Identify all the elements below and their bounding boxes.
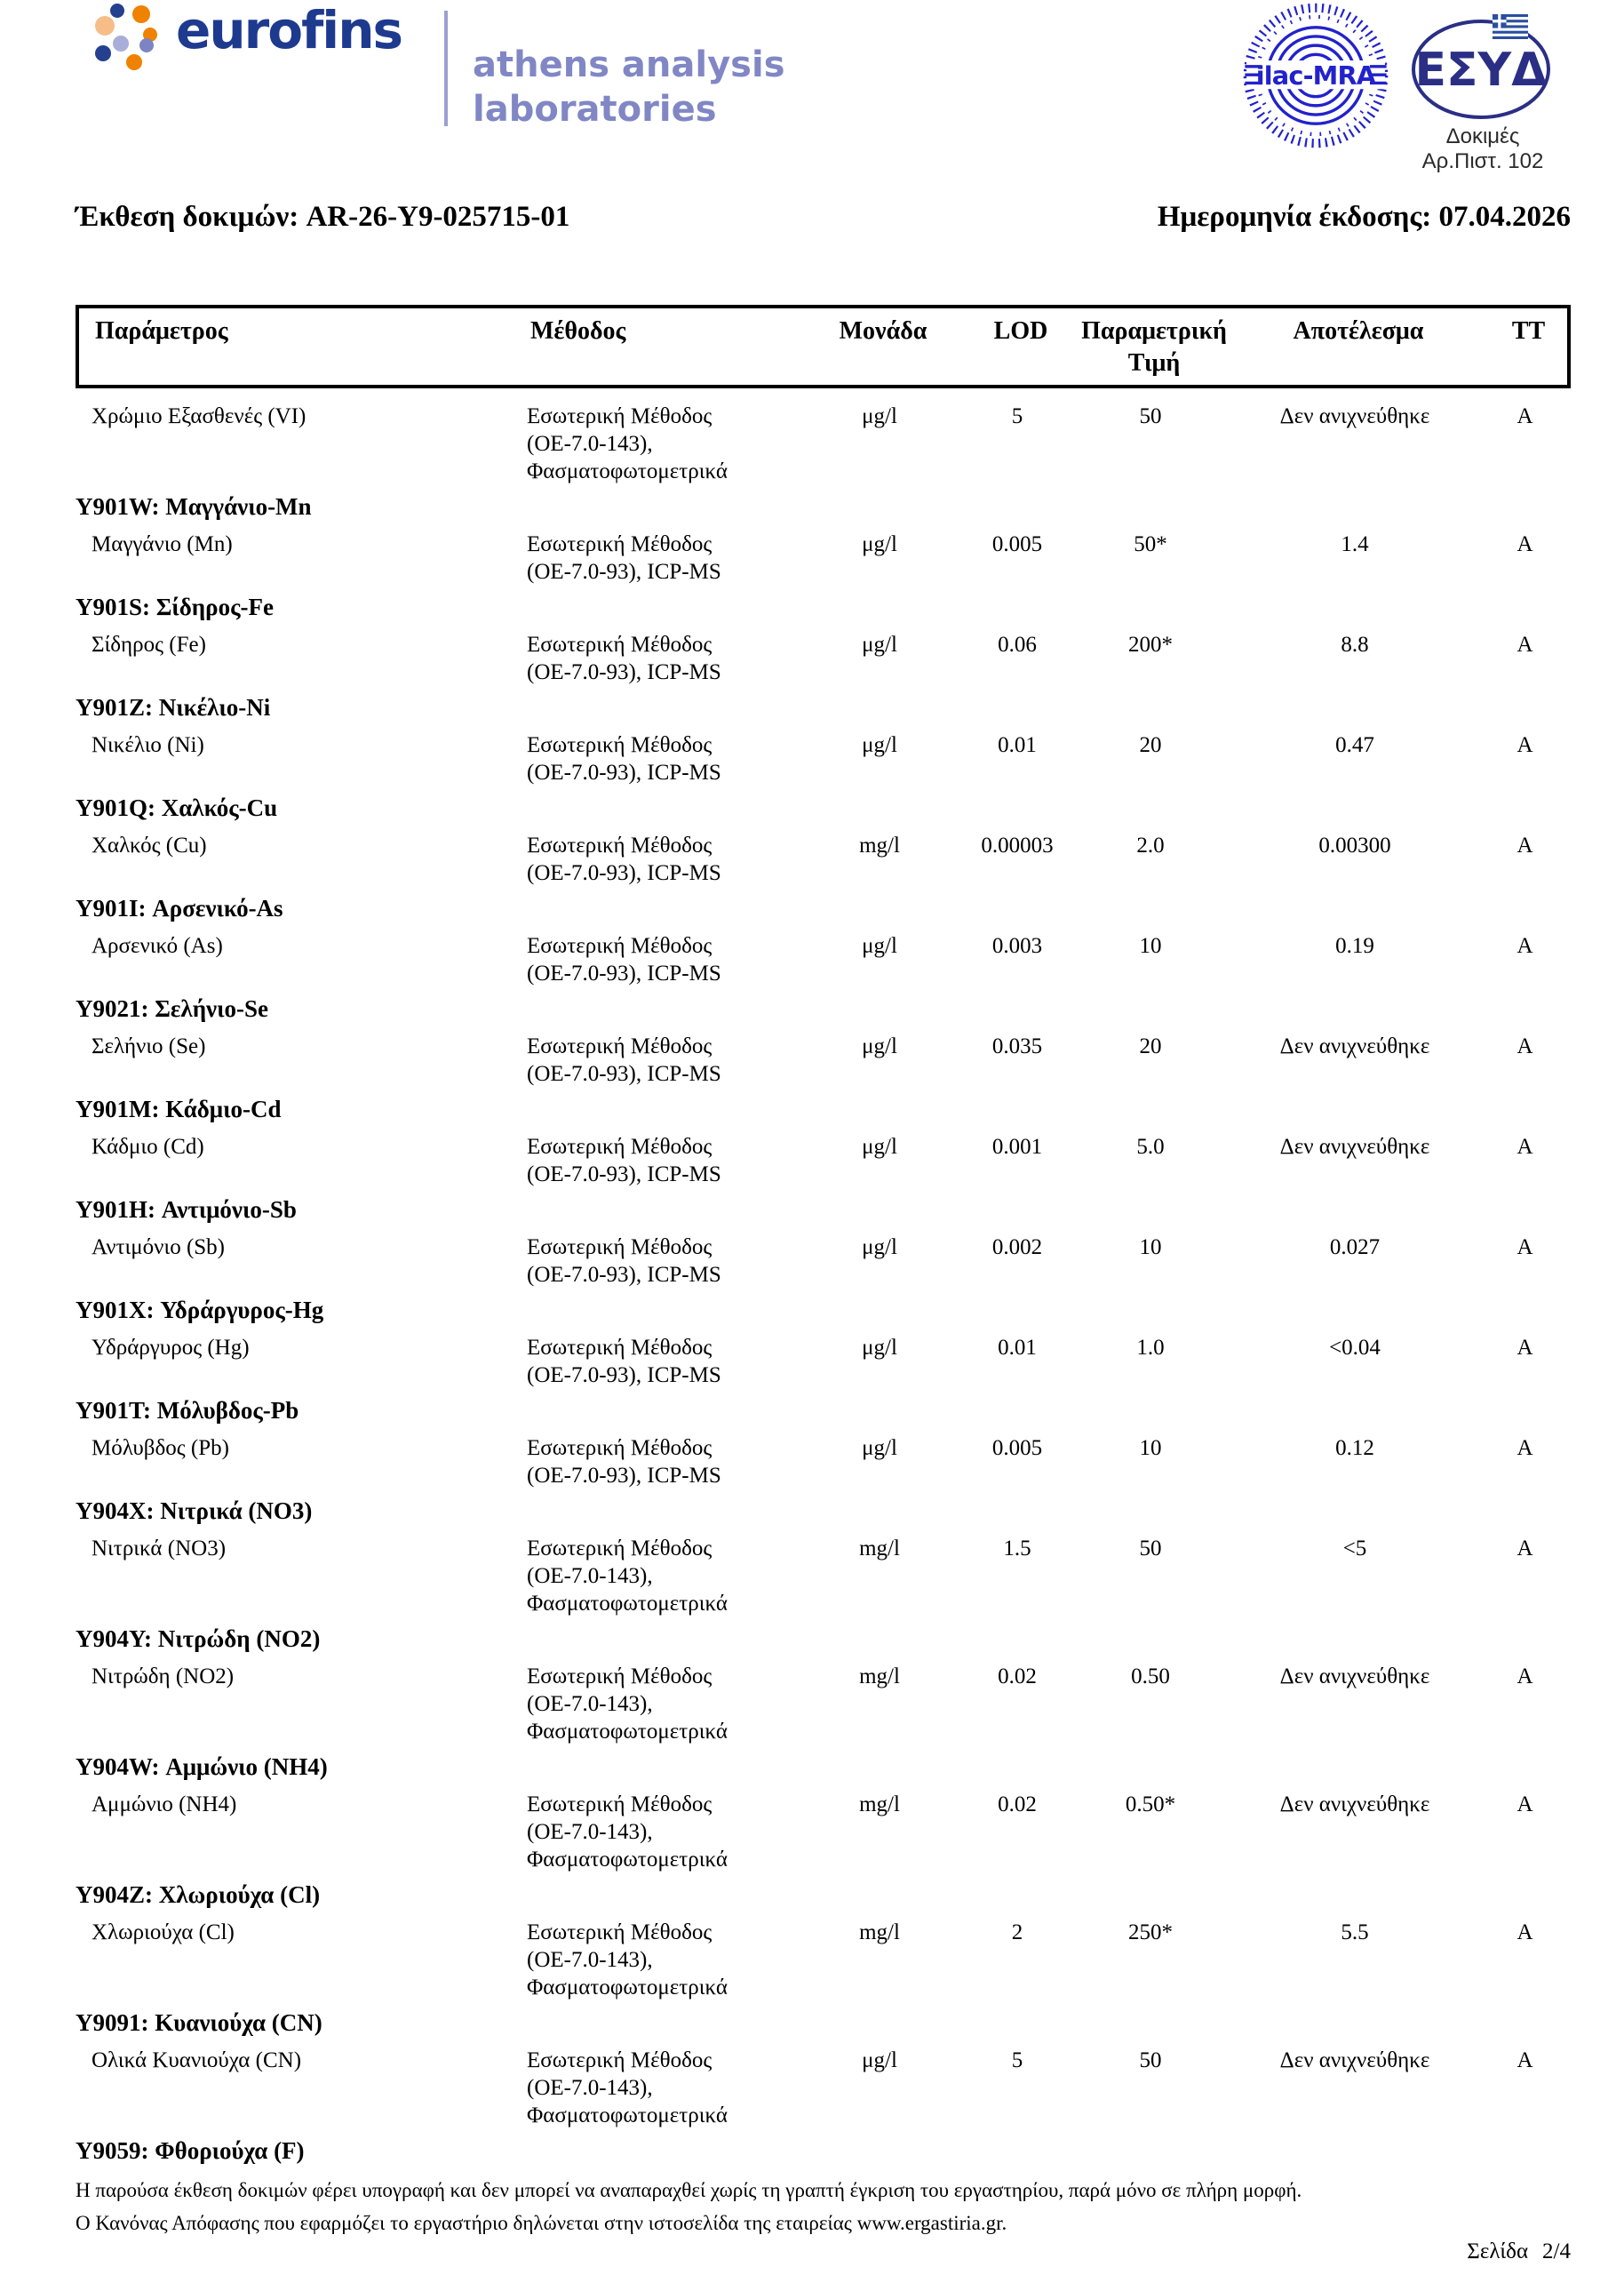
method-line: (OE-7.0-143), [527,1564,653,1588]
logo-dot [110,4,124,18]
tt-cell: A [1517,834,1533,858]
result-cell: Δεν ανιχνεύθηκε [1279,2048,1430,2072]
parameter-cell: Νικέλιο (Ni) [92,733,204,757]
tt-cell: A [1517,1792,1533,1816]
page-number [1467,2239,1571,2264]
parametric-value-cell: 2.0 [1136,834,1165,858]
table-row [76,1334,1571,1389]
footer-note-1: Η παρούσα έκθεση δοκιμών φέρει υπογραφή και δεν μπορεί να αναπαραχθεί χωρίς τη γραπτή έγκριση του εργαστηρίου, παρά μόνο σε πλήρη μορφή. [76,2179,1302,2201]
parametric-value-cell: 20 [1139,733,1162,757]
method-line: Εσωτερική Μέθοδος [527,1537,712,1561]
method-line: Εσωτερική Μέθοδος [527,934,712,958]
table-row [76,1133,1571,1188]
method-cell [520,1334,795,1389]
brand-tagline-line1: athens analysis [473,44,785,85]
method-line: Εσωτερική Μέθοδος [527,1920,712,1944]
page-number-label: Σελίδα [1467,2239,1529,2263]
esyd-caption-line1: Δοκιμές [1445,124,1520,148]
lod-cell: 1.5 [1003,1537,1031,1561]
parametric-value-cell: 20 [1139,1034,1162,1058]
unit-cell: μg/l [862,404,897,428]
result-cell: Δεν ανιχνεύθηκε [1279,1792,1430,1816]
unit-cell: mg/l [859,1664,900,1688]
greek-flag-icon [1493,14,1528,39]
method-line: (OE-7.0-93), ICP-MS [527,761,721,785]
method-line: Εσωτερική Μέθοδος [527,1235,712,1259]
logo-dot [126,54,142,70]
parametric-value-cell: 0.50 [1131,1664,1170,1688]
section-header: Y901Z: Νικέλιο-Ni [76,694,271,721]
tt-cell: A [1517,633,1533,657]
table-row [76,1434,1571,1489]
result-cell: 8.8 [1341,633,1369,657]
col-header-unit: Μονάδα [839,317,927,345]
brand-tagline [473,43,785,132]
method-cell [520,1919,795,2001]
parameter-cell: Μαγγάνιο (Mn) [92,532,233,556]
parameter-cell: Αμμώνιο (NH4) [92,1792,237,1816]
lod-cell: 0.005 [991,532,1043,556]
parametric-value-cell: 5.0 [1136,1135,1165,1159]
parametric-value-cell: 50* [1134,532,1167,556]
method-line: (OE-7.0-93), ICP-MS [527,1363,721,1387]
lod-cell: 5 [1011,2048,1023,2072]
lod-cell: 0.01 [998,733,1037,757]
method-line: (OE-7.0-93), ICP-MS [527,1162,721,1186]
tt-cell: A [1517,1034,1533,1058]
result-cell: 1.4 [1341,532,1369,556]
result-cell: 0.027 [1329,1235,1381,1259]
parameter-cell: Μόλυβδος (Pb) [92,1436,229,1460]
result-cell: 0.47 [1335,733,1374,757]
unit-cell: μg/l [862,1436,897,1460]
parameter-cell: Αρσενικό (As) [92,934,223,958]
section-header: Y904W: Αμμώνιο (NH4) [76,1753,328,1780]
method-line: Εσωτερική Μέθοδος [527,1792,712,1816]
unit-cell: mg/l [859,1537,900,1561]
method-line: Φασματοφωτομετρικά [527,2103,728,2127]
issue-date: Ημερομηνία έκδοσης: 07.04.2026 [1157,201,1571,233]
col-header-parameter: Παράμετρος [95,317,228,345]
parametric-value-cell: 250* [1128,1920,1173,1944]
logo-dot [95,45,111,61]
col-header-tt: TT [1511,317,1546,345]
table-row [76,531,1571,586]
result-cell: Δεν ανιχνεύθηκε [1279,404,1430,428]
lod-cell: 0.02 [998,1792,1037,1816]
unit-cell: μg/l [862,2048,897,2072]
unit-cell: μg/l [862,733,897,757]
table-row [76,1663,1571,1745]
report-title: Έκθεση δοκιμών: AR-26-Y9-025715-01 [76,201,570,233]
lod-cell: 0.003 [991,934,1043,958]
parametric-value-cell: 50 [1139,404,1162,428]
section-header: Y901X: Υδράργυρος-Hg [76,1297,324,1323]
parameter-cell: Αντιμόνιο (Sb) [92,1235,226,1259]
logo-dot [139,38,154,52]
footer-note-2: Ο Κανόνας Απόφασης που εφαρμόζει το εργαστήριο δηλώνεται στην ιστοσελίδα της εταιρείας www.ergastiria.gr. [76,2212,1007,2234]
unit-cell: mg/l [859,1792,900,1816]
table-row [76,631,1571,686]
parameter-cell: Νιτρώδη (NO2) [92,1664,235,1688]
section-header: Y901S: Σίδηρος-Fe [76,594,274,620]
table-row [76,1791,1571,1873]
tt-cell: A [1517,733,1533,757]
method-cell [520,403,795,485]
method-line: Εσωτερική Μέθοδος [527,2048,712,2072]
tt-cell: A [1517,532,1533,556]
parameter-cell: Υδράργυρος (Hg) [92,1336,250,1360]
tt-cell: A [1517,934,1533,958]
parameter-cell: Κάδμιο (Cd) [92,1135,204,1159]
unit-cell: μg/l [862,633,897,657]
section-header: Y9059: Φθοριούχα (F) [76,2137,305,2164]
method-cell [520,1233,795,1289]
method-line: Φασματοφωτομετρικά [527,459,728,483]
method-line: Φασματοφωτομετρικά [527,1592,728,1616]
tt-cell: A [1517,1336,1533,1360]
method-cell [520,1663,795,1745]
parametric-value-cell: 50 [1139,1537,1162,1561]
esyd-caption-line2: Αρ.Πιστ. 102 [1421,149,1544,173]
unit-cell: mg/l [859,834,900,858]
method-cell [520,1791,795,1873]
results-table-header [76,305,1571,388]
parameter-cell: Χρώμιο Εξασθενές (VI) [92,404,306,428]
unit-cell: μg/l [862,1135,897,1159]
method-line: (OE-7.0-93), ICP-MS [527,962,721,986]
tt-cell: A [1517,1436,1533,1460]
parameter-cell: Σίδηρος (Fe) [92,633,206,657]
lod-cell: 0.005 [991,1436,1043,1460]
parameter-cell: Ολικά Κυανιούχα (CN) [92,2048,302,2072]
method-line: (OE-7.0-93), ICP-MS [527,1464,721,1488]
brand-name: eurofins [176,0,402,60]
method-line: Εσωτερική Μέθοδος [527,733,712,757]
unit-cell: μg/l [862,1336,897,1360]
method-cell [520,1033,795,1088]
parameter-cell: Χλωριούχα (Cl) [92,1920,235,1944]
parametric-value-cell: 0.50* [1125,1792,1176,1816]
table-row [76,1919,1571,2001]
method-line: (OE-7.0-143), [527,432,653,456]
method-line: (OE-7.0-143), [527,1692,653,1716]
col-header-parametric-value [1074,315,1234,379]
result-cell: Δεν ανιχνεύθηκε [1279,1034,1430,1058]
tt-cell: A [1517,1920,1533,1944]
method-line: Εσωτερική Μέθοδος [527,1336,712,1360]
parameter-cell: Χαλκός (Cu) [92,834,207,858]
result-cell: 0.00300 [1318,834,1391,858]
section-header: Y901T: Μόλυβδος-Pb [76,1397,299,1424]
ilac-mra-label: ilac-MRA [1255,60,1376,92]
result-cell: 0.19 [1335,934,1374,958]
table-row [76,403,1571,485]
col-header-parametric-line2: Τιμή [1127,349,1181,377]
method-line: (OE-7.0-143), [527,2076,653,2100]
parametric-value-cell: 10 [1139,1235,1162,1259]
method-line: Εσωτερική Μέθοδος [527,1436,712,1460]
method-line: Φασματοφωτομετρικά [527,1848,728,1872]
method-line: (OE-7.0-93), ICP-MS [527,560,721,584]
table-row [76,1033,1571,1088]
method-cell [520,932,795,987]
method-line: (OE-7.0-143), [527,1948,653,1972]
lod-cell: 0.02 [998,1664,1037,1688]
col-header-method: Μέθοδος [530,317,626,345]
esyd-label: ΕΣΥΔ [1414,44,1548,97]
table-row [76,832,1571,887]
method-line: Φασματοφωτομετρικά [527,1976,728,2000]
section-header: Y901I: Αρσενικό-As [76,895,283,922]
method-cell [520,1434,795,1489]
section-header: Y904Z: Χλωριούχα (Cl) [76,1881,321,1908]
tt-cell: A [1517,1135,1533,1159]
method-cell [520,1133,795,1188]
result-cell: <5 [1342,1537,1367,1561]
results-table-body [76,403,1571,2165]
results-table [76,305,1571,2175]
lod-cell: 5 [1011,404,1023,428]
method-cell [520,631,795,686]
footer-notes [76,2174,1571,2239]
method-line: Εσωτερική Μέθοδος [527,834,712,858]
lod-cell: 0.06 [998,633,1037,657]
unit-cell: μg/l [862,1034,897,1058]
method-cell [520,731,795,786]
unit-cell: mg/l [859,1920,900,1944]
result-cell: 0.12 [1335,1436,1374,1460]
method-cell [520,2047,795,2129]
col-header-result: Αποτέλεσμα [1293,317,1424,345]
ilac-mra-seal-icon [1240,2,1391,149]
method-line: (OE-7.0-143), [527,1820,653,1844]
lod-cell: 0.001 [991,1135,1043,1159]
result-cell: <0.04 [1329,1336,1381,1360]
method-line: Εσωτερική Μέθοδος [527,633,712,657]
lod-cell: 0.01 [998,1336,1037,1360]
parametric-value-cell: 10 [1139,1436,1162,1460]
section-header: Y901M: Κάδμιο-Cd [76,1096,282,1122]
brand-divider [444,11,448,126]
logo-dot [132,5,150,23]
parametric-value-cell: 50 [1139,2048,1162,2072]
esyd-seal-icon [1411,12,1555,121]
lod-cell: 0.035 [991,1034,1043,1058]
page-number-value: 2/4 [1542,2239,1571,2263]
esyd-caption [1391,124,1574,174]
table-row [76,1233,1571,1289]
col-header-lod: LOD [993,317,1048,345]
method-line: (OE-7.0-93), ICP-MS [527,1263,721,1287]
tt-cell: A [1517,1235,1533,1259]
method-line: Εσωτερική Μέθοδος [527,404,712,428]
result-cell: Δεν ανιχνεύθηκε [1279,1664,1430,1688]
method-cell [520,832,795,887]
table-row [76,2047,1571,2129]
table-row [76,932,1571,987]
lod-cell: 0.00003 [981,834,1054,858]
method-line: (OE-7.0-93), ICP-MS [527,861,721,885]
method-cell [520,1535,795,1617]
brand-tagline-line2: laboratories [473,89,717,130]
unit-cell: μg/l [862,1235,897,1259]
eurofins-logo-icon [93,2,164,75]
tt-cell: A [1517,2048,1533,2072]
method-line: Εσωτερική Μέθοδος [527,1034,712,1058]
parametric-value-cell: 1.0 [1136,1336,1165,1360]
parameter-cell: Νιτρικά (NO3) [92,1537,227,1561]
lod-cell: 0.002 [991,1235,1043,1259]
tt-cell: A [1517,1537,1533,1561]
table-row [76,1535,1571,1617]
logo-dot [113,36,129,52]
tt-cell: A [1517,404,1533,428]
method-line: (OE-7.0-93), ICP-MS [527,660,721,684]
result-cell: 5.5 [1341,1920,1369,1944]
result-cell: Δεν ανιχνεύθηκε [1279,1135,1430,1159]
section-header: Y901Q: Χαλκός-Cu [76,794,278,821]
unit-cell: μg/l [862,934,897,958]
method-cell [520,531,795,586]
section-header: Y904X: Νιτρικά (NO3) [76,1497,313,1524]
parametric-value-cell: 200* [1128,633,1173,657]
parametric-value-cell: 10 [1139,934,1162,958]
section-header: Y901W: Μαγγάνιο-Mn [76,493,312,520]
section-header: Y9091: Κυανιούχα (CN) [76,2009,322,2036]
tt-cell: A [1517,1664,1533,1688]
method-line: Εσωτερική Μέθοδος [527,1664,712,1688]
parameter-cell: Σελήνιο (Se) [92,1034,206,1058]
logo-dot [95,16,115,36]
section-header: Y9021: Σελήνιο-Se [76,995,268,1022]
table-row [76,731,1571,786]
method-line: Εσωτερική Μέθοδος [527,532,712,556]
section-header: Y901H: Αντιμόνιο-Sb [76,1196,297,1223]
unit-cell: μg/l [862,532,897,556]
method-line: Εσωτερική Μέθοδος [527,1135,712,1159]
section-header: Y904Y: Νιτρώδη (NO2) [76,1625,321,1652]
lod-cell: 2 [1011,1920,1023,1944]
col-header-parametric-line1: Παραμετρική [1081,317,1227,345]
method-line: (OE-7.0-93), ICP-MS [527,1062,721,1086]
method-line: Φασματοφωτομετρικά [527,1720,728,1744]
